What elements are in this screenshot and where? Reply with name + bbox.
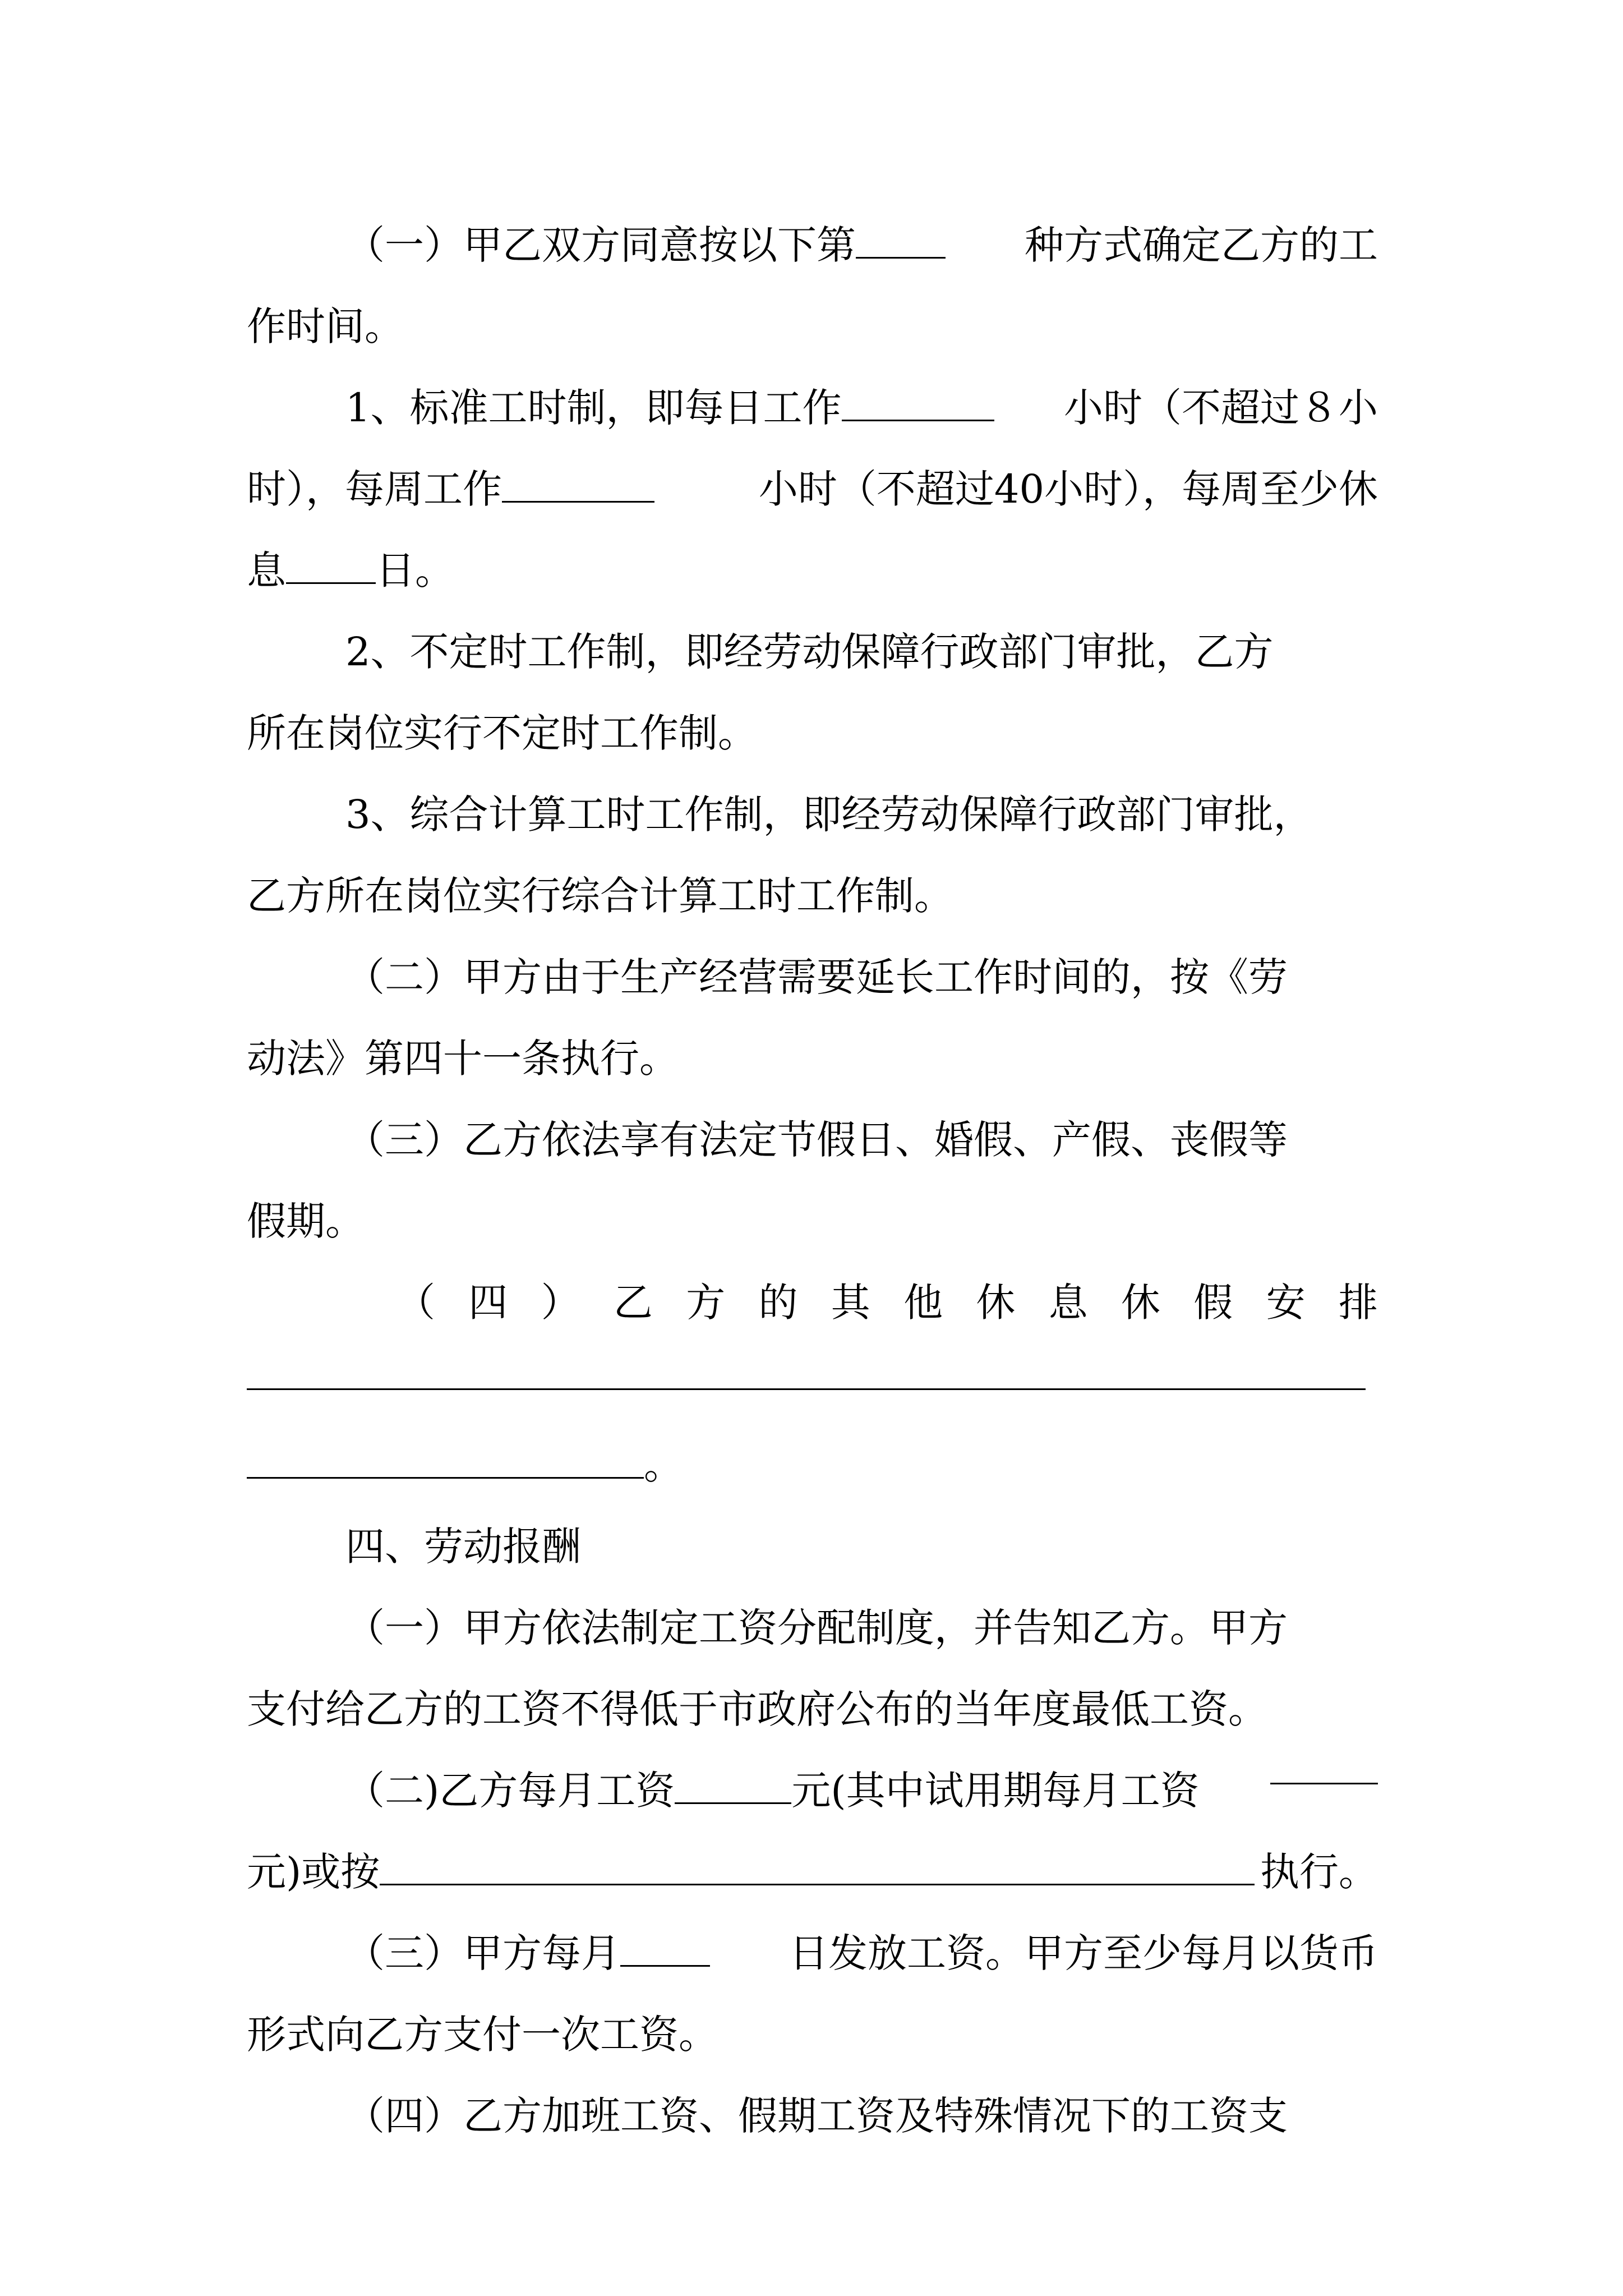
text: （二)乙方每月工资 元(其中试用期每月工资: [345, 1768, 1200, 1814]
text: 1、标准工时制，即每日工作: [345, 367, 994, 449]
text: （二）甲方由于生产经营需要延长工作时间的，按《劳: [345, 954, 1288, 1000]
paragraph-monthly-wage: [247, 1750, 1378, 1832]
paragraph-wage-system: [247, 1588, 1378, 1669]
blank-payday[interactable]: [620, 1932, 710, 1967]
text-line: [247, 449, 1378, 530]
text: 种方式确定乙方的工: [1025, 222, 1378, 268]
paragraph-other-rest: （ 四 ） 乙 方 的 其 他 休 息 休 假 安 排: [396, 1280, 1378, 1326]
paragraph-flexible-hours: [247, 611, 1378, 693]
blank-other-rest-cont[interactable]: [247, 1444, 644, 1479]
text: （四）乙方加班工资、假期工资及特殊情况下的工资支: [345, 2093, 1288, 2139]
document-body: [247, 205, 1378, 2157]
text: 假期。: [247, 1198, 365, 1244]
text: 3、综合计算工时工作制，即经劳动保障行政部门审批，: [345, 792, 1313, 838]
text: 所在岗位实行不定时工作制。: [247, 710, 757, 756]
blank-monthly-wage[interactable]: [675, 1770, 791, 1804]
text: 乙方所在岗位实行综合计算工时工作制。: [247, 873, 953, 919]
blank-probation-wage[interactable]: [1270, 1750, 1378, 1784]
text: 小时（不超过８小: [1064, 385, 1378, 431]
text: （一）甲方依法制定工资分配制度，并告知乙方。甲方: [345, 1605, 1288, 1651]
blank-daily-hours[interactable]: [842, 387, 994, 421]
text: 支付给乙方的工资不得低于市政府公布的当年度最低工资。: [247, 1686, 1267, 1732]
text-line: 。: [247, 1425, 1378, 1506]
text: 作时间。: [247, 303, 404, 349]
text: （三）乙方依法享有法定节假日、婚假、产假、丧假等: [345, 1117, 1288, 1163]
text: 元)或按: [247, 1832, 1255, 1913]
paragraph-holidays: [247, 1099, 1378, 1181]
paragraph-payday: [247, 1913, 1378, 1994]
blank-other-rest-line[interactable]: [247, 1343, 1378, 1425]
text: 执行。: [1260, 1849, 1378, 1895]
text: （三）甲方每月: [345, 1913, 710, 1994]
text-line: [247, 1832, 1378, 1913]
text: 形式向乙方支付一次工资。: [247, 2012, 718, 2058]
paragraph-comprehensive-hours: [247, 774, 1378, 855]
text: 时），每周工作: [247, 449, 654, 530]
text: 小时（不超过40小时），每周至少休: [758, 466, 1378, 512]
text-line: 息 日。: [247, 547, 454, 593]
paragraph-standard-hours: [247, 367, 1378, 449]
paragraph-overtime: [247, 937, 1378, 1018]
blank-weekly-hours[interactable]: [502, 468, 654, 503]
section-heading-remuneration: 四、劳动报酬: [345, 1524, 581, 1570]
text: （一）甲乙双方同意按以下第: [345, 205, 946, 286]
paragraph-work-time-mode: [247, 205, 1378, 286]
blank-wage-basis[interactable]: [380, 1851, 1255, 1885]
text: 动法》第四十一条执行。: [247, 1036, 679, 1082]
blank-mode-number[interactable]: [856, 224, 946, 259]
text: 日发放工资。甲方至少每月以货币: [789, 1930, 1378, 1976]
text: 2、不定时工作制，即经劳动保障行政部门审批，乙方: [345, 629, 1274, 675]
blank-rest-days[interactable]: [286, 550, 376, 584]
paragraph-overtime-pay: [247, 2076, 1378, 2157]
